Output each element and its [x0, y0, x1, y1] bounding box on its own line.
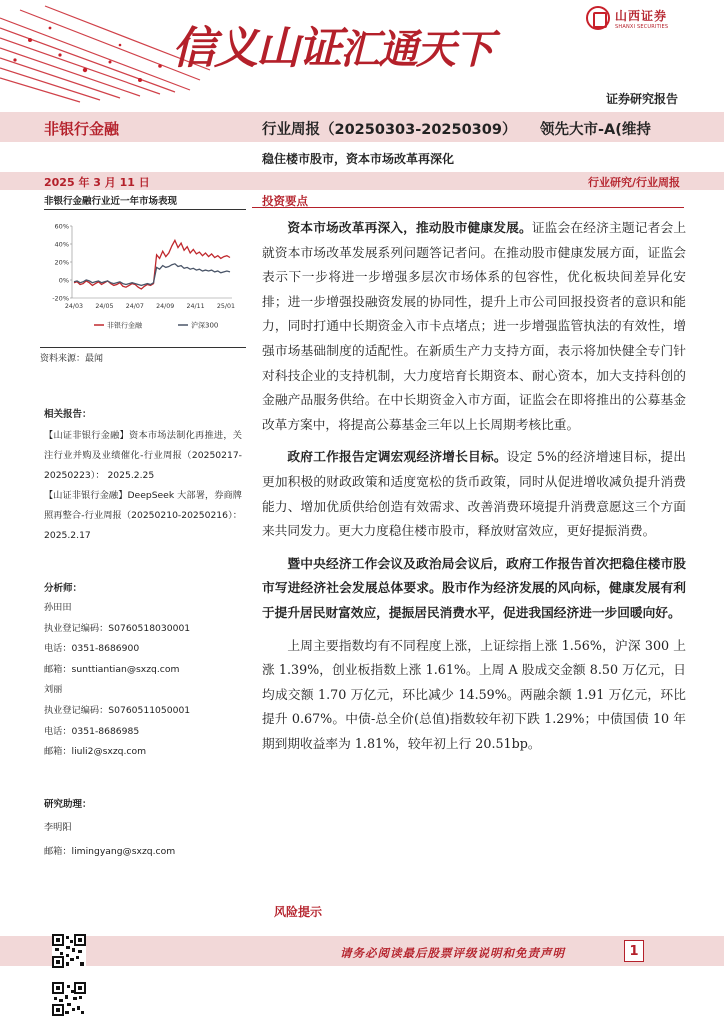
legend-label: 沪深300: [191, 321, 219, 330]
x-tick-label: 24/07: [125, 303, 144, 310]
related-report-item[interactable]: 【山证非银行金融】DeepSeek 大部署，券商牌照再整合-行业周报（20250210-20250216）： 2025.2.17: [44, 490, 242, 541]
paragraph-lead: 政府工作报告定调宏观经济增长目标。: [287, 449, 507, 465]
footer-band: [0, 936, 724, 966]
logo-icon: [586, 6, 610, 30]
x-tick-label: 24/03: [64, 303, 84, 310]
qr-code-icon[interactable]: [52, 934, 86, 968]
slogan: [172, 12, 492, 76]
report-type: 证券研究报告: [605, 92, 678, 106]
analysts-list: [44, 598, 244, 763]
report-body: [262, 216, 686, 764]
x-tick-label: 25/01: [216, 303, 236, 310]
slogan-part-b: 汇通天下: [340, 26, 492, 73]
y-tick-label: -20%: [52, 294, 69, 303]
related-reports-heading: 相关报告：: [44, 409, 92, 420]
analyst-email[interactable]: 邮箱：liuli2@sxzq.com: [44, 746, 147, 758]
page-number: 1: [624, 940, 644, 962]
analyst-name: 孙田田: [44, 602, 72, 613]
paragraph-lead: 资本市场改革再深入，推动股市健康发展。: [287, 220, 532, 235]
chart-title: 非银行金融行业近一年市场表现: [44, 193, 246, 210]
body-paragraph: [262, 552, 686, 626]
date-bar: [0, 172, 724, 190]
rating: 领先大市-A(维持: [540, 122, 651, 138]
company-logo: [586, 6, 668, 30]
report-date: 2025 年 3 月 11 日: [44, 176, 150, 189]
paragraph-text: 证监会在经济主题记者会上就资本市场改革发展系列问题答记者问。在推动股市健康发展方面，证监会表示下一步将进一步增强多层次市场体系的包容性，优化板块间差异化安排；进一步增强投融资发展的协同性，提升上市公司回报投资者的意识和能力，同时打通中长期资金入市卡点堵点；进一步增强监管执法的有效性，增强市场基础制度的适配性。在新质生产力支持方面，表示将加快健全专门针对科技企业的支持机制，大力度培育长期资本、耐心资本，加大支持科创的金融产品服务供给。在中长期资金入市方面，证监会在即将推出的公募基金改革方案中，将提高公募基金三年以上长周期考核比重。: [262, 220, 687, 432]
report-title: 行业周报（20250303-20250309）: [262, 122, 517, 138]
risk-warning-heading: 风险提示: [274, 905, 323, 919]
analyst-email[interactable]: 邮箱：sunttiantian@sxzq.com: [44, 663, 180, 675]
disclaimer: 请务必阅读最后股票评级说明和免责声明: [340, 946, 565, 960]
y-tick-label: 20%: [54, 258, 69, 267]
paragraph-text: 设定 5%的经济增速目标，提出更加积极的财政政策和适度宽松的货币政策，同时从促进增收减负提升消费能力、增加优质供给创造有效需求、改善消费环境提升消费意愿这三个方面来共同发力。更大力度稳住楼市股市，释放财富效应，更好提振消费。: [262, 449, 686, 539]
title-band: [0, 112, 724, 142]
investment-highlights-heading: 投资要点: [262, 194, 308, 208]
chart-source: 资料来源：最闻: [40, 347, 246, 364]
analyst-name: 刘丽: [44, 684, 63, 696]
analyst-reg: 执业登记编码：S0760511050001: [44, 704, 191, 716]
researcher: [44, 816, 244, 864]
x-tick-label: 24/11: [186, 303, 205, 310]
analyst-phone: 电话：0351-8686900: [44, 643, 140, 655]
sector-name: 非银行金融: [44, 120, 120, 138]
body-paragraph: [262, 634, 686, 757]
report-subtitle: 稳住楼市股市，资本市场改革再深化: [262, 152, 455, 166]
analyst-phone: 电话：0351-8686985: [44, 725, 140, 737]
x-tick-label: 24/05: [95, 303, 114, 310]
body-paragraph: [262, 216, 686, 437]
report-category: 行业研究/行业周报: [587, 176, 680, 189]
related-report-item[interactable]: 【山证非银行金融】资本市场法制化再推进，关注行业并购及业绩催化-行业周报（20250217-20250223）： 2025.2.25: [44, 430, 242, 481]
slogan-part-a: 信义山证: [172, 23, 340, 74]
logo-name-cn: 山西证券: [615, 8, 668, 23]
y-tick-label: 60%: [54, 222, 69, 231]
analysts-heading: 分析师：: [44, 583, 83, 594]
paragraph-lead: 暨中央经济工作会议及政治局会议后，政府工作报告首次把稳住楼市股市写进经济社会发展总体要求。股市作为经济发展的风向标，健康发展有利于提升居民财富效应，提振居民消费水平，促进我国经济进一步回暖向好。: [262, 555, 686, 620]
page-header: [0, 0, 724, 112]
x-tick-label: 24/09: [156, 303, 175, 310]
body-paragraph: [262, 445, 686, 543]
qr-code-icon[interactable]: [52, 982, 86, 1016]
researcher-name: 李明阳: [44, 822, 72, 833]
related-reports: [44, 426, 242, 546]
legend-label: 非银行金融: [107, 321, 142, 330]
y-tick-label: 40%: [54, 240, 69, 249]
researcher-heading: 研究助理：: [44, 799, 92, 810]
heading-divider: [252, 207, 684, 208]
researcher-email[interactable]: 邮箱：limingyang@sxzq.com: [44, 846, 176, 857]
y-tick-label: 0%: [58, 276, 69, 285]
paragraph-text: 上周主要指数均有不同程度上涨，上证综指上涨 1.56%，沪深 300 上涨 1.39%，创业板指数上涨 1.61%。上周 A 股成交金额 8.50 万亿元，日均成交额 1.70 万亿元，环比减少 14.59%。两融余额 1.91 万亿元，环比提升 0.67%。中债-总全价(总值)指数较年初下跌 1.29%；中债国债 10 年期到期收益率为 1.81%，较年初上行 20.51bp。: [262, 637, 686, 751]
market-performance-chart: [36, 214, 246, 344]
analyst-reg: 执业登记编码：S0760518030001: [44, 622, 191, 634]
logo-name-en: SHANXI SECURITIES: [615, 23, 669, 30]
